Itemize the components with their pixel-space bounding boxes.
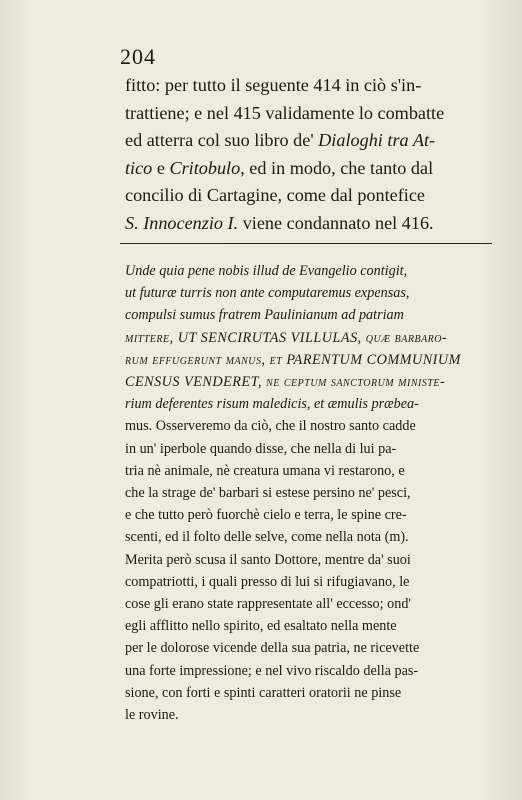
note-line: mittere, UT SENCIRUTAS VILLULAS, quæ barbaro-: [125, 329, 448, 346]
text-span: e: [152, 157, 170, 178]
note-line: rum effugerunt manus, et PARENTUM COMMUNIUM: [125, 351, 461, 368]
main-line: [125, 182, 491, 210]
main-line: [125, 100, 491, 128]
main-line: [125, 210, 491, 238]
note-line: egli afflitto nello spirito, ed esaltato nella mente: [125, 618, 397, 635]
note-line: compulsi sumus fratrem Paulinianum ad patriam: [125, 307, 404, 324]
note-line: compatriotti, i quali presso di lui si rifugiavano, le: [125, 573, 410, 590]
note-line: tria nè animale, nè creatura umana vi restarono, e: [125, 462, 405, 479]
note-line: le rovine.: [125, 707, 179, 724]
text-span: ed atterra col suo libro de': [125, 130, 319, 151]
main-line: [125, 155, 491, 183]
note-line: per le dolorose vicende della sua patria, ne ricevette: [125, 640, 420, 657]
main-line: [125, 127, 491, 155]
note-line: una forte impressione; e nel vivo riscaldo della pas-: [125, 662, 419, 679]
text-span: concilio di Cartagine, come dal pontefice: [125, 185, 425, 206]
note-line: rium deferentes risum maledicis, et æmulis præbea-: [125, 396, 419, 413]
note-line: Unde quia pene nobis illud de Evangelio contigit,: [125, 263, 408, 279]
italic-title: Dialoghi tra At-: [318, 130, 436, 151]
page-number: 204: [120, 44, 156, 69]
italic-title: Critobulo: [169, 157, 241, 178]
note-line: mus. Osserveremo da ciò, che il nostro santo cadde: [125, 418, 416, 435]
main-text-block: [125, 72, 491, 238]
note-line: ut futuræ turris non ante computaremus expensas,: [125, 285, 410, 302]
text-span: fitto: per tutto il seguente 414 in ciò s'in-: [125, 75, 422, 95]
italic-title: tico: [125, 157, 153, 178]
footnote-block: [125, 260, 491, 726]
text-span: , ed in modo, che tanto dal: [240, 157, 434, 178]
note-line: che la strage de' barbari si estese persino ne' pesci,: [125, 485, 411, 502]
footnote-rule: [120, 243, 492, 244]
main-line: [125, 72, 491, 100]
note-line: scenti, ed il folto delle selve, come nella nota (m).: [125, 529, 409, 546]
note-line: in un' iperbole quando disse, che nella di lui pa-: [125, 440, 397, 457]
note-line: e che tutto però fuorchè cielo e terra, le spine cre-: [125, 507, 407, 524]
note-line: CENSUS VENDERET, ne ceptum sanctorum ministe-: [125, 374, 446, 391]
note-line: cose gli erano state rappresentate all' eccesso; ond': [125, 596, 411, 613]
italic-name: S. Innocenzio I.: [125, 212, 239, 233]
note-line: Merita però scusa il santo Dottore, mentre da' suoi: [125, 551, 411, 568]
note-line: sione, con forti e spinti caratteri oratorii ne pinse: [125, 684, 402, 701]
text-span: trattiene; e nel 415 validamente lo combatte: [125, 102, 445, 123]
text-span: viene condannato nel 416.: [238, 212, 434, 233]
